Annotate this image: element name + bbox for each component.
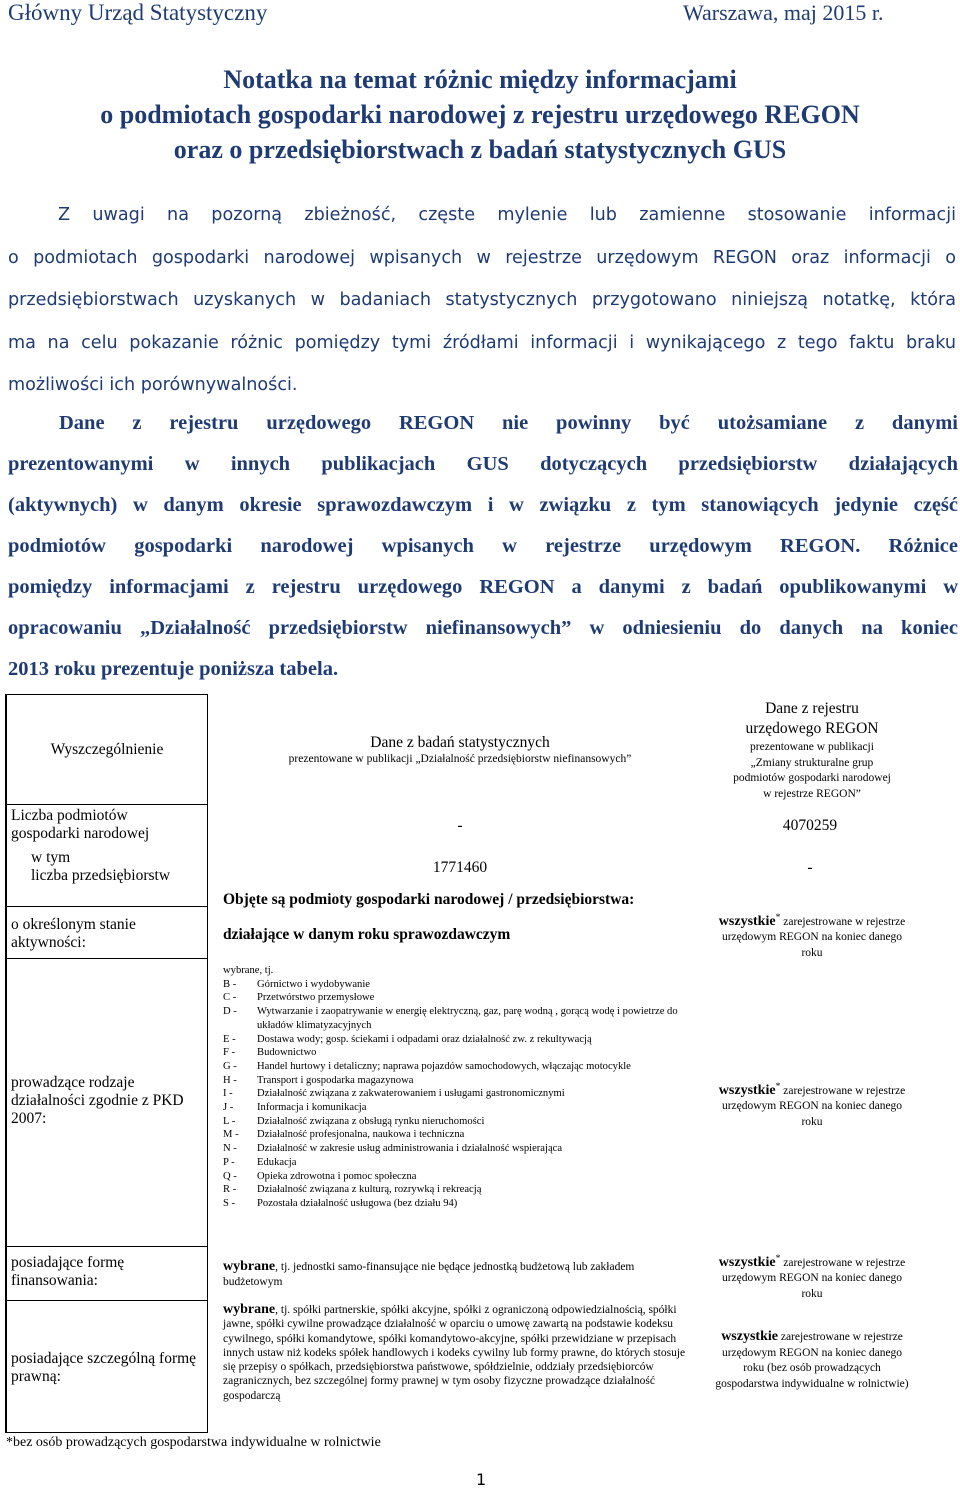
paragraph-regon-line: (aktywnych) w danym okresie sprawozdawczym i w związku z tym stanowiących jedynie część: [8, 494, 958, 516]
pkd-item-code: N -: [223, 1143, 237, 1155]
paragraph-regon-line: 2013 roku prezentuje poniższa tabela.: [8, 658, 339, 680]
pkd-item: [223, 1156, 698, 1170]
page-number: 1: [476, 1470, 487, 1489]
table-border-bottom: [5, 1432, 208, 1433]
pkd-item: [223, 1060, 698, 1074]
paragraph-intro: [8, 194, 956, 407]
table-divider-pkd: [5, 958, 208, 959]
row-activity-stat: działające w danym roku sprawozdawczym: [223, 926, 511, 943]
paragraph-intro-line: możliwości ich porównywalności.: [8, 375, 298, 395]
table-border-top: [5, 694, 208, 695]
row-finance-regon: [712, 1251, 912, 1302]
row-legal-stat-text: , tj. spółki partnerskie, spółki akcyjne, spółki z ograniczoną odpowiedzialnością, spółki jawne, spółki cywilne prowadzące działalność w oparciu o umowę zawartą na podstawie kodeksu cywilnego, spółki komandytowe, spółki komandytowo-akcyjne, spółki przewidziane w przepisach innych ustaw niż kodeks spółek handlowych i kodeks cywilny lub formy prawne, do których stosuje się przepisy o spółkach, przedsiębiorstwa państwowe, spółdzielnie, oddziały przedsiębiorców zagranicznych, bez szczególnej formy prawnej w tym osoby fizyczne prowadzące działalność gospodarczą: [223, 1304, 686, 1402]
paragraph-intro-line: przedsiębiorstwach uzyskanych w badaniach statystycznych przygotowano niniejszą notatkę, która: [8, 290, 956, 310]
row-legal-regon: [712, 1329, 912, 1392]
row-entities-regon-value: 4070259: [782, 817, 838, 834]
pkd-item-description: Dostawa wody; gosp. ściekami i odpadami oraz działalność zw. z rekultywacją: [257, 1033, 592, 1045]
pkd-item-code: E -: [223, 1033, 236, 1045]
row-finance-stat: [223, 1259, 678, 1290]
pkd-item-code: B -: [223, 978, 237, 990]
pkd-item: [223, 991, 698, 1005]
pkd-item-description: Handel hurtowy i detaliczny; naprawa pojazdów samochodowych, włączając motocykle: [257, 1060, 631, 1072]
row-legal-stat-bold: wybrane: [223, 1302, 276, 1317]
pkd-item-code: S -: [223, 1197, 236, 1209]
pkd-item-code: H -: [223, 1074, 237, 1086]
pkd-item-code: J -: [223, 1102, 234, 1114]
pkd-item: [223, 1005, 698, 1032]
pkd-item-description: Działalność profesjonalna, naukowa i techniczna: [257, 1129, 465, 1141]
pkd-item-description: Opieka zdrowotna i pomoc społeczna: [257, 1170, 417, 1182]
pkd-item: [223, 1046, 698, 1060]
pkd-item: [223, 1142, 698, 1156]
row-enterprises-label-1: w tym: [31, 849, 71, 866]
row-pkd-regon-text: zarejestrowane w rejestrze urzędowym REGON na koniec danego roku: [721, 1084, 906, 1128]
table-header-regon-subtitle: prezentowane w publikacji „Zmiany strukturalne grup podmiotów gospodarki narodowej w rejestrze REGON”: [733, 741, 891, 800]
paragraph-regon-line: pomiędzy informacjami z rejestru urzędowego REGON a danymi z badań opublikowanymi w: [8, 576, 958, 598]
row-activity-label: o określonym stanie aktywności:: [11, 916, 136, 951]
row-activity-regon: [712, 910, 912, 961]
pkd-item-description: Górnictwo i wydobywanie: [257, 978, 370, 990]
row-pkd-regon-bold: wszystkie: [718, 1082, 776, 1098]
pkd-items: [223, 978, 698, 1211]
row-finance-regon-star: *: [775, 1253, 781, 1264]
pkd-item-code: L -: [223, 1115, 236, 1127]
table-divider-legal: [5, 1300, 208, 1301]
row-activity-regon-bold: wszystkie: [718, 913, 776, 929]
row-activity-regon-star: *: [775, 912, 781, 923]
pkd-item-description: Transport i gospodarka magazynowa: [257, 1074, 414, 1086]
table-header-stat-subtitle: prezentowane w publikacji „Działalność przedsiębiorstw niefinansowych”: [288, 753, 632, 765]
row-finance-label: posiadające formę finansowania:: [11, 1254, 125, 1289]
pkd-item: [223, 1033, 698, 1047]
row-activity-regon-text: zarejestrowane w rejestrze urzędowym REGON na koniec danego roku: [721, 915, 906, 959]
table-header-regon-title: [712, 699, 912, 739]
table-header-specification: Wyszczególnienie: [50, 741, 164, 758]
table-footnote: *bez osób prowadzących gospodarstwa indywidualne w rolnictwie: [6, 1435, 381, 1450]
row-entities-label: [11, 807, 207, 843]
pkd-item: [223, 1128, 698, 1142]
title-line-2: o podmiotach gospodarki narodowej z rejestru urzędowego REGON: [100, 100, 860, 129]
row-pkd-label: prowadzące rodzaje działalności zgodnie z PKD 2007:: [11, 1074, 184, 1127]
paragraph-intro-line: Z uwagi na pozorną zbieżność, częste mylenie lub zamienne stosowanie informacji: [58, 205, 956, 225]
pkd-item-code: C -: [223, 992, 237, 1004]
pkd-item-code: F -: [223, 1047, 236, 1059]
row-pkd-list: [223, 964, 698, 1211]
row-entities-label-1: Liczba podmiotów: [11, 807, 128, 824]
table-header-regon-title-1: Dane z rejestru: [765, 700, 859, 717]
pkd-item-code: R -: [223, 1184, 237, 1196]
paragraph-regon-line: podmiotów gospodarki narodowej wpisanych w rejestrze urzędowym REGON. Różnice: [8, 535, 958, 557]
title-line-1: Notatka na temat różnic między informacjami: [223, 65, 737, 94]
table-header-regon-title-2: urzędowego REGON: [745, 720, 879, 737]
row-enterprises-label-2: liczba przedsiębiorstw: [31, 867, 171, 884]
row-legal-stat: [223, 1303, 698, 1403]
pkd-item-code: D -: [223, 1006, 237, 1018]
row-finance-stat-text: , tj. jednostki samo-finansujące nie będące jednostką budżetową lub zakładem budżetowym: [223, 1261, 635, 1288]
table-divider-activity: [5, 906, 208, 907]
row-enterprises-regon-value: -: [807, 859, 813, 876]
pkd-item-description: Budownictwo: [257, 1047, 317, 1059]
pkd-item: [223, 1074, 698, 1088]
pkd-item-description: Działalność związana z kulturą, rozrywką i rekreacją: [257, 1184, 482, 1196]
pkd-item-description: Przetwórstwo przemysłowe: [257, 992, 375, 1004]
pkd-item-code: M -: [223, 1129, 239, 1141]
row-finance-regon-text: zarejestrowane w rejestrze urzędowym REGON na koniec danego roku: [721, 1256, 906, 1300]
row-legal-label: posiadające szczególną formę prawną:: [11, 1350, 197, 1385]
table-divider-header: [5, 804, 208, 805]
pkd-item-code: P -: [223, 1156, 235, 1168]
pkd-item: [223, 1087, 698, 1101]
pkd-item: [223, 1101, 698, 1115]
pkd-item-description: Wytwarzanie i zaopatrywanie w energię elektryczną, gaz, parę wodną , gorącą wodę i powietrze do układów klimatyzacyjnych: [257, 1006, 678, 1031]
row-enterprises-stat-value: 1771460: [432, 859, 488, 876]
paragraph-regon-line: prezentowanymi w innych publikacjach GUS dotyczących przedsiębiorstw działających: [8, 453, 958, 475]
pkd-item-description: Działalność związana z zakwaterowaniem i usługami gastronomicznymi: [257, 1088, 565, 1100]
row-finance-stat-bold: wybrane: [223, 1259, 276, 1274]
document-date: Warszawa, maj 2015 r.: [683, 0, 884, 25]
pkd-item-code: I -: [223, 1088, 233, 1100]
organization-name: Główny Urząd Statystyczny: [8, 0, 268, 25]
table-divider-finance: [5, 1246, 208, 1247]
row-finance-regon-bold: wszystkie: [718, 1254, 776, 1270]
pkd-item: [223, 1183, 698, 1197]
pkd-item: [223, 1115, 698, 1129]
row-pkd-regon: [712, 1079, 912, 1130]
covered-entities-heading: Objęte są podmioty gospodarki narodowej / przedsiębiorstwa:: [223, 891, 635, 908]
pkd-item: [223, 1197, 698, 1211]
paragraph-intro-line: o podmiotach gospodarki narodowej wpisanych w rejestrze urzędowym REGON oraz informacji o: [8, 247, 956, 268]
row-entities-stat-value: -: [457, 817, 463, 834]
pkd-item: [223, 1170, 698, 1184]
paragraph-intro-line: ma na celu pokazanie różnic pomiędzy tymi źródłami informacji i wynikającego z tego faktu braku: [8, 332, 956, 353]
pkd-item-description: Działalność w zakresie usług administrowania i działalność wspierająca: [257, 1143, 563, 1155]
pkd-item-code: G -: [223, 1060, 237, 1072]
row-pkd-intro: wybrane, tj.: [223, 965, 274, 976]
row-entities-label-2: gospodarki narodowej: [11, 825, 150, 842]
table-header-stat-title: Dane z badań statystycznych: [370, 734, 550, 751]
paragraph-regon-line: Dane z rejestru urzędowego REGON nie powinny być utożsamiane z danymi: [59, 412, 958, 434]
pkd-item-description: Działalność związana z obsługą rynku nieruchomości: [257, 1115, 485, 1127]
pkd-item-description: Edukacja: [257, 1156, 297, 1168]
pkd-item-description: Informacja i komunikacja: [257, 1102, 367, 1114]
paragraph-regon-line: opracowaniu „Działalność przedsiębiorstw niefinansowych” w odniesieniu do danych na koniec: [8, 617, 958, 639]
pkd-item-code: Q -: [223, 1170, 237, 1182]
title-line-3: oraz o przedsiębiorstwach z badań statystycznych GUS: [173, 135, 787, 164]
row-legal-regon-text: zarejestrowane w rejestrze urzędowym REGON na koniec danego roku (bez osób prowadzących gospodarstwa indywidualne w rolnictwie): [715, 1331, 909, 1390]
row-pkd-regon-star: *: [775, 1081, 781, 1092]
row-enterprises-label: [31, 849, 207, 885]
pkd-item: [223, 978, 698, 992]
pkd-item-description: Pozostała działalność usługowa (bez działu 94): [257, 1197, 458, 1209]
paragraph-regon-note: [8, 403, 958, 690]
row-legal-regon-bold: wszystkie: [721, 1329, 778, 1344]
